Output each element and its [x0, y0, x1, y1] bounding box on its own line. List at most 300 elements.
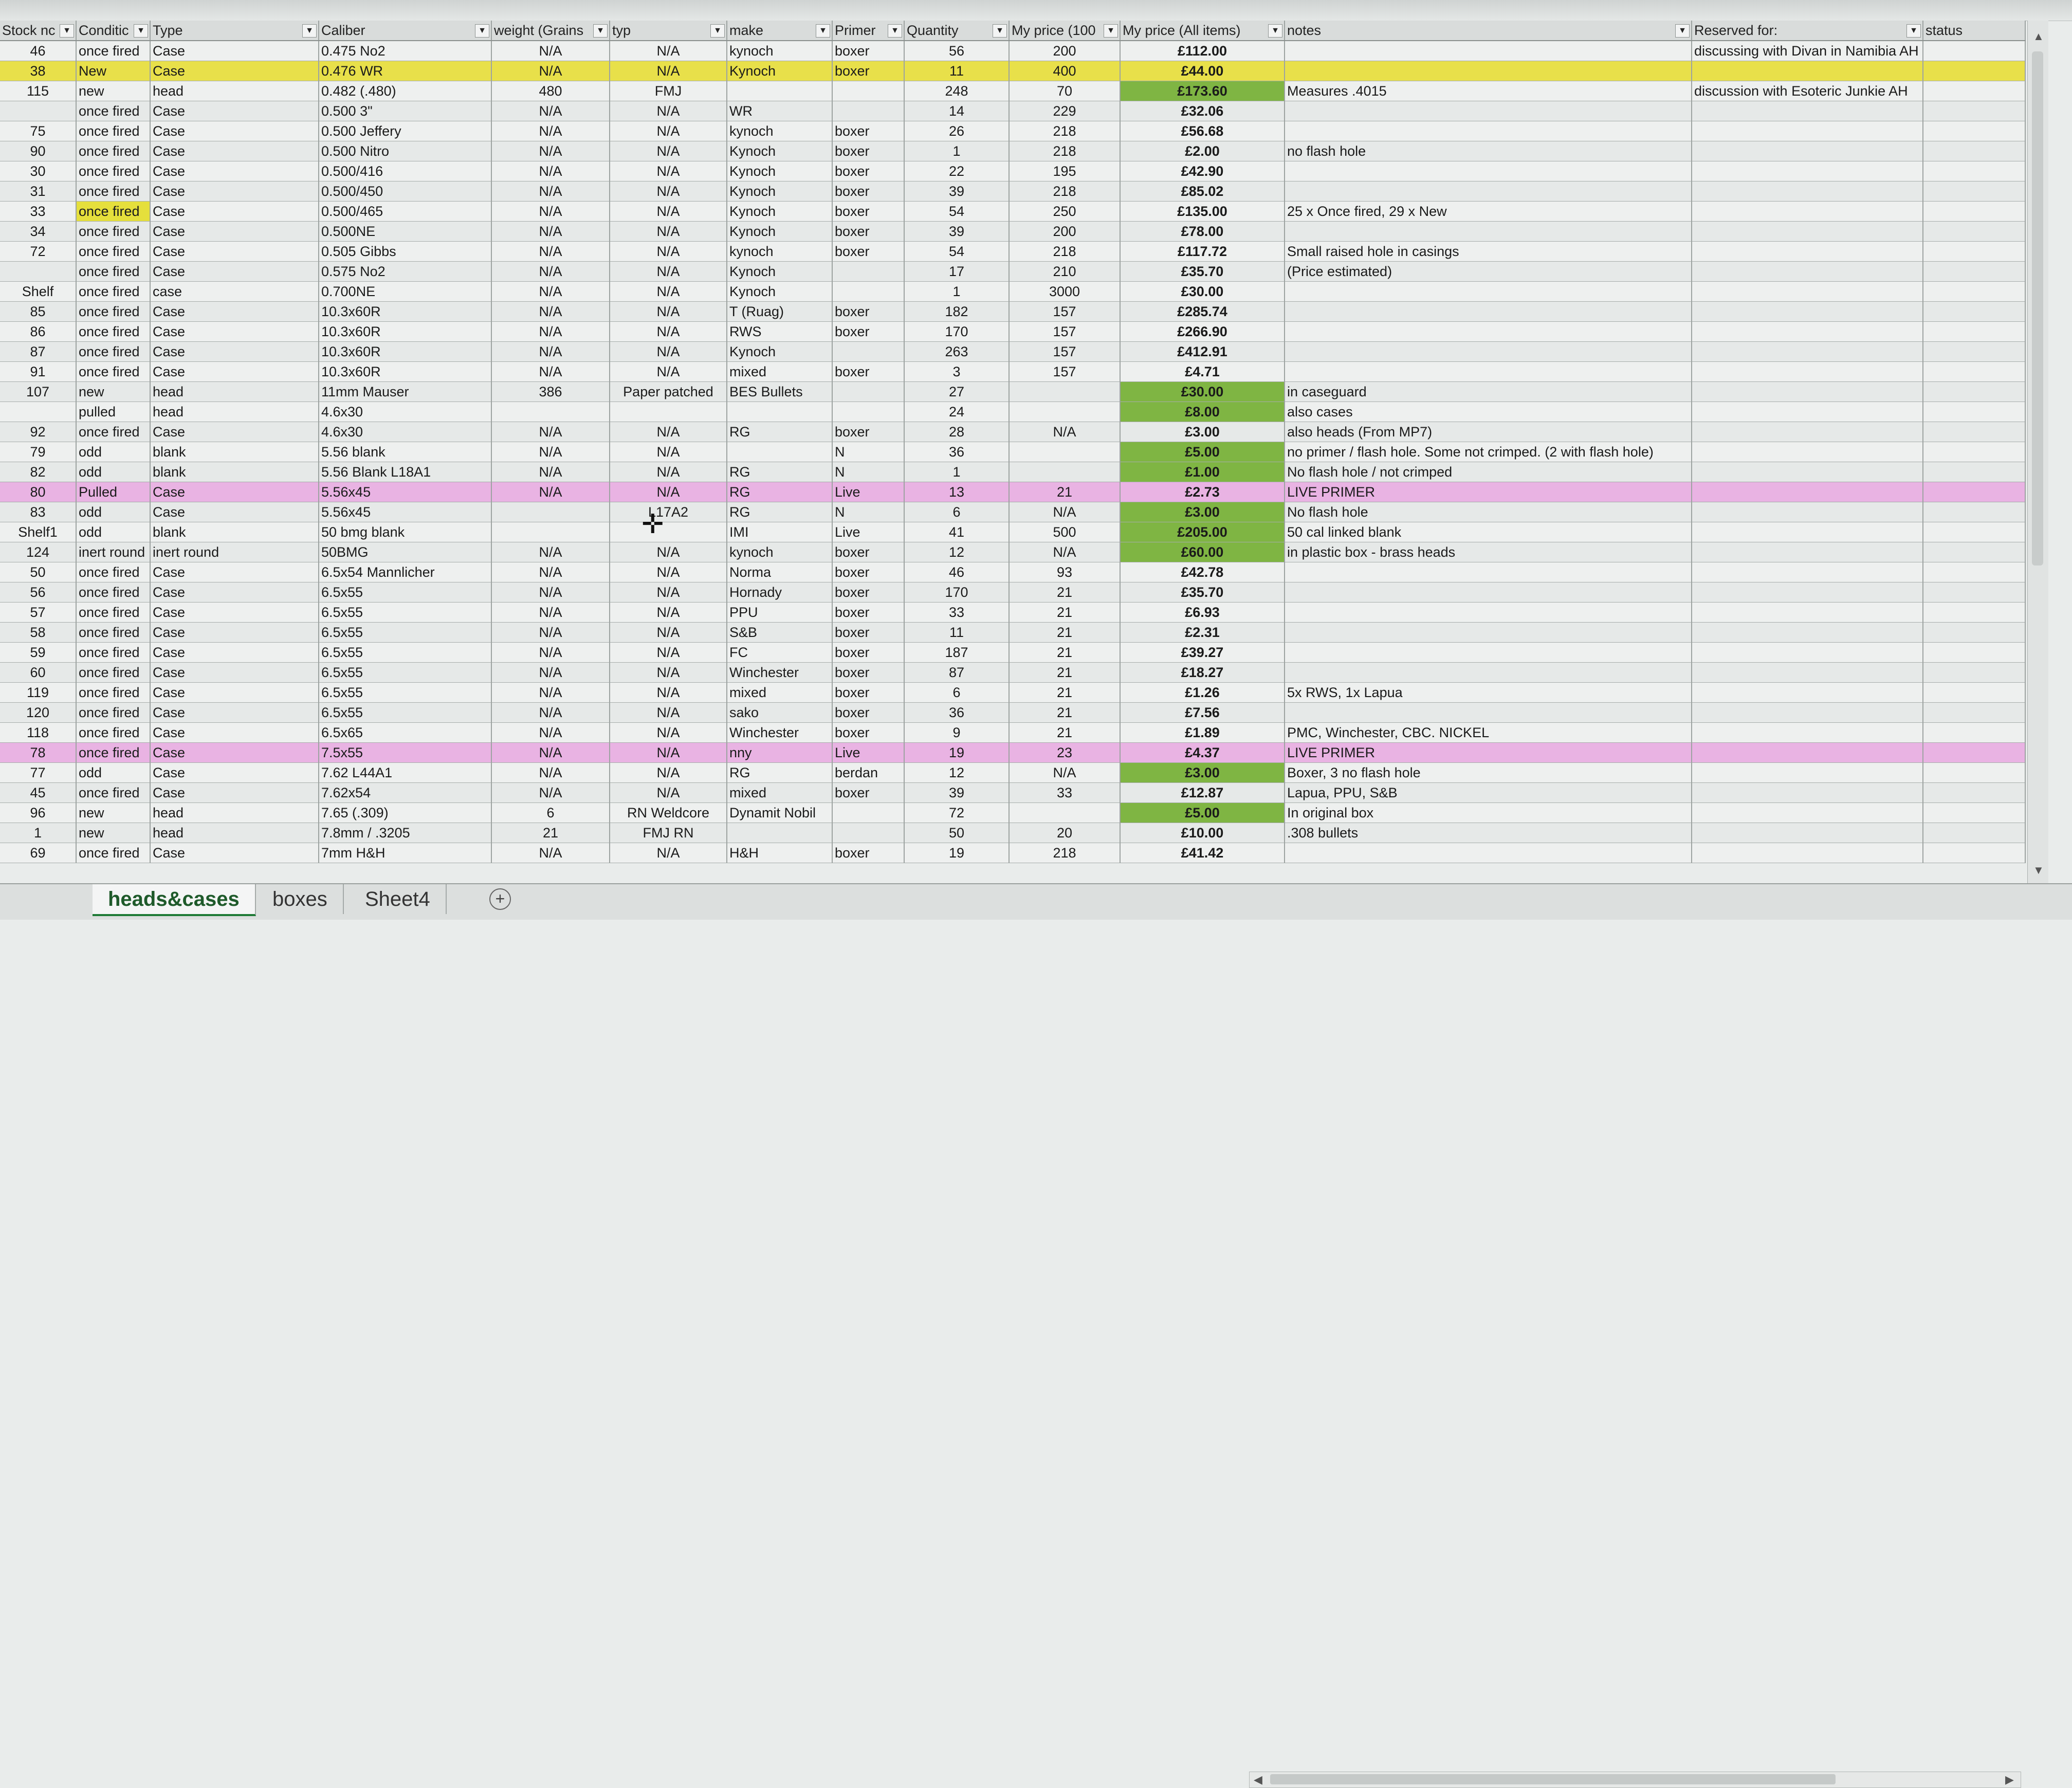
cell-price-all[interactable]: £2.31: [1120, 623, 1285, 643]
cell-condition[interactable]: new: [76, 823, 150, 843]
cell-status[interactable]: [1923, 181, 2025, 202]
cell-weight[interactable]: [491, 402, 610, 422]
cell-stock[interactable]: 45: [0, 783, 76, 803]
cell-quantity[interactable]: 12: [904, 763, 1009, 783]
cell-stock[interactable]: 57: [0, 603, 76, 623]
cell-quantity[interactable]: 39: [904, 181, 1009, 202]
cell-notes[interactable]: in plastic box - brass heads: [1285, 542, 1692, 562]
cell-quantity[interactable]: 14: [904, 101, 1009, 121]
cell-typ[interactable]: N/A: [610, 282, 727, 302]
cell-make[interactable]: [727, 823, 832, 843]
cell-make[interactable]: Kynoch: [727, 222, 832, 242]
cell-make[interactable]: Kynoch: [727, 141, 832, 161]
cell-type[interactable]: inert round: [150, 542, 319, 562]
cell-notes[interactable]: [1285, 623, 1692, 643]
cell-make[interactable]: Kynoch: [727, 161, 832, 181]
cell-notes[interactable]: [1285, 703, 1692, 723]
cell-quantity[interactable]: 182: [904, 302, 1009, 322]
cell-notes[interactable]: [1285, 222, 1692, 242]
cell-reserved[interactable]: [1692, 282, 1923, 302]
cell-typ[interactable]: N/A: [610, 322, 727, 342]
cell-typ[interactable]: N/A: [610, 442, 727, 462]
cell-stock[interactable]: 69: [0, 843, 76, 863]
cell-stock[interactable]: 120: [0, 703, 76, 723]
cell-status[interactable]: [1923, 81, 2025, 101]
cell-price-all[interactable]: £1.26: [1120, 683, 1285, 703]
cell-status[interactable]: [1923, 222, 2025, 242]
cell-make[interactable]: Kynoch: [727, 61, 832, 81]
cell-weight[interactable]: N/A: [491, 603, 610, 623]
cell-status[interactable]: [1923, 823, 2025, 843]
cell-stock[interactable]: 75: [0, 121, 76, 141]
cell-weight[interactable]: N/A: [491, 582, 610, 603]
cell-price-100[interactable]: 218: [1009, 181, 1120, 202]
cell-caliber[interactable]: 0.475 No2: [319, 41, 491, 61]
cell-quantity[interactable]: 11: [904, 623, 1009, 643]
cell-stock[interactable]: 59: [0, 643, 76, 663]
cell-quantity[interactable]: 12: [904, 542, 1009, 562]
cell-status[interactable]: [1923, 402, 2025, 422]
cell-caliber[interactable]: 5.56 Blank L18A1: [319, 462, 491, 482]
cell-weight[interactable]: N/A: [491, 703, 610, 723]
cell-primer[interactable]: boxer: [832, 422, 904, 442]
cell-reserved[interactable]: [1692, 61, 1923, 81]
cell-quantity[interactable]: 22: [904, 161, 1009, 181]
cell-typ[interactable]: [610, 402, 727, 422]
cell-weight[interactable]: 386: [491, 382, 610, 402]
cell-primer[interactable]: [832, 823, 904, 843]
cell-condition[interactable]: once fired: [76, 101, 150, 121]
cell-weight[interactable]: N/A: [491, 442, 610, 462]
cell-stock[interactable]: 119: [0, 683, 76, 703]
cell-primer[interactable]: [832, 101, 904, 121]
cell-weight[interactable]: N/A: [491, 101, 610, 121]
cell-primer[interactable]: N: [832, 462, 904, 482]
cell-status[interactable]: [1923, 442, 2025, 462]
cell-status[interactable]: [1923, 623, 2025, 643]
cell-caliber[interactable]: 10.3x60R: [319, 302, 491, 322]
cell-weight[interactable]: N/A: [491, 743, 610, 763]
cell-type[interactable]: Case: [150, 663, 319, 683]
cell-condition[interactable]: once fired: [76, 302, 150, 322]
cell-reserved[interactable]: [1692, 362, 1923, 382]
cell-type[interactable]: Case: [150, 482, 319, 502]
column-header-weight[interactable]: [491, 21, 610, 41]
cell-stock[interactable]: 58: [0, 623, 76, 643]
cell-notes[interactable]: [1285, 322, 1692, 342]
cell-weight[interactable]: N/A: [491, 202, 610, 222]
cell-make[interactable]: Dynamit Nobil: [727, 803, 832, 823]
cell-condition[interactable]: pulled: [76, 402, 150, 422]
cell-reserved[interactable]: discussion with Esoteric Junkie AH: [1692, 81, 1923, 101]
cell-typ[interactable]: N/A: [610, 422, 727, 442]
cell-status[interactable]: [1923, 382, 2025, 402]
cell-price-100[interactable]: [1009, 442, 1120, 462]
scroll-up-icon[interactable]: ▲: [2033, 30, 2044, 43]
cell-stock[interactable]: 83: [0, 502, 76, 522]
cell-typ[interactable]: FMJ: [610, 81, 727, 101]
cell-notes[interactable]: No flash hole: [1285, 502, 1692, 522]
cell-notes[interactable]: Measures .4015: [1285, 81, 1692, 101]
cell-condition[interactable]: once fired: [76, 41, 150, 61]
cell-price-all[interactable]: £5.00: [1120, 803, 1285, 823]
tab-sheet4[interactable]: Sheet4: [350, 884, 447, 914]
cell-stock[interactable]: Shelf1: [0, 522, 76, 542]
cell-stock[interactable]: 1: [0, 823, 76, 843]
cell-weight[interactable]: N/A: [491, 161, 610, 181]
cell-price-all[interactable]: £30.00: [1120, 382, 1285, 402]
cell-quantity[interactable]: 27: [904, 382, 1009, 402]
cell-notes[interactable]: [1285, 302, 1692, 322]
cell-reserved[interactable]: [1692, 763, 1923, 783]
cell-condition[interactable]: new: [76, 81, 150, 101]
cell-typ[interactable]: RN Weldcore: [610, 803, 727, 823]
column-header-type[interactable]: [150, 21, 319, 41]
cell-typ[interactable]: N/A: [610, 683, 727, 703]
cell-typ[interactable]: N/A: [610, 141, 727, 161]
cell-type[interactable]: Case: [150, 703, 319, 723]
cell-caliber[interactable]: 0.500 Nitro: [319, 141, 491, 161]
cell-notes[interactable]: (Price estimated): [1285, 262, 1692, 282]
cell-condition[interactable]: once fired: [76, 683, 150, 703]
cell-primer[interactable]: boxer: [832, 623, 904, 643]
cell-primer[interactable]: [832, 342, 904, 362]
column-header-price-all[interactable]: [1120, 21, 1285, 41]
cell-typ[interactable]: N/A: [610, 723, 727, 743]
cell-notes[interactable]: also cases: [1285, 402, 1692, 422]
cell-caliber[interactable]: 6.5x54 Mannlicher: [319, 562, 491, 582]
cell-typ[interactable]: N/A: [610, 663, 727, 683]
cell-notes[interactable]: [1285, 41, 1692, 61]
cell-reserved[interactable]: [1692, 181, 1923, 202]
cell-price-all[interactable]: £4.71: [1120, 362, 1285, 382]
cell-caliber[interactable]: 10.3x60R: [319, 322, 491, 342]
cell-typ[interactable]: N/A: [610, 121, 727, 141]
cell-primer[interactable]: boxer: [832, 643, 904, 663]
cell-notes[interactable]: No flash hole / not crimped: [1285, 462, 1692, 482]
cell-make[interactable]: Norma: [727, 562, 832, 582]
cell-weight[interactable]: N/A: [491, 262, 610, 282]
cell-weight[interactable]: N/A: [491, 322, 610, 342]
column-header-quantity[interactable]: [904, 21, 1009, 41]
cell-notes[interactable]: LIVE PRIMER: [1285, 482, 1692, 502]
cell-quantity[interactable]: 50: [904, 823, 1009, 843]
cell-condition[interactable]: once fired: [76, 623, 150, 643]
cell-price-100[interactable]: 3000: [1009, 282, 1120, 302]
cell-stock[interactable]: [0, 101, 76, 121]
cell-type[interactable]: head: [150, 382, 319, 402]
cell-typ[interactable]: N/A: [610, 302, 727, 322]
cell-notes[interactable]: [1285, 663, 1692, 683]
cell-weight[interactable]: N/A: [491, 623, 610, 643]
column-header-make[interactable]: [727, 21, 832, 41]
cell-primer[interactable]: boxer: [832, 141, 904, 161]
cell-make[interactable]: sako: [727, 703, 832, 723]
cell-weight[interactable]: N/A: [491, 562, 610, 582]
cell-condition[interactable]: new: [76, 382, 150, 402]
cell-reserved[interactable]: [1692, 663, 1923, 683]
cell-reserved[interactable]: [1692, 502, 1923, 522]
cell-type[interactable]: Case: [150, 582, 319, 603]
cell-stock[interactable]: 72: [0, 242, 76, 262]
cell-type[interactable]: head: [150, 803, 319, 823]
cell-stock[interactable]: 60: [0, 663, 76, 683]
cell-price-all[interactable]: £112.00: [1120, 41, 1285, 61]
filter-dropdown-icon[interactable]: ▼: [993, 24, 1007, 38]
cell-type[interactable]: blank: [150, 462, 319, 482]
cell-caliber[interactable]: 7.5x55: [319, 743, 491, 763]
cell-typ[interactable]: N/A: [610, 262, 727, 282]
cell-type[interactable]: Case: [150, 603, 319, 623]
cell-typ[interactable]: N/A: [610, 101, 727, 121]
cell-status[interactable]: [1923, 101, 2025, 121]
cell-notes[interactable]: no flash hole: [1285, 141, 1692, 161]
cell-reserved[interactable]: [1692, 342, 1923, 362]
cell-stock[interactable]: 77: [0, 763, 76, 783]
cell-caliber[interactable]: 0.482 (.480): [319, 81, 491, 101]
cell-price-all[interactable]: £4.37: [1120, 743, 1285, 763]
cell-quantity[interactable]: 6: [904, 502, 1009, 522]
cell-condition[interactable]: odd: [76, 502, 150, 522]
filter-dropdown-icon[interactable]: ▼: [134, 24, 148, 38]
cell-type[interactable]: Case: [150, 342, 319, 362]
column-header-stock[interactable]: [0, 21, 76, 41]
cell-quantity[interactable]: 26: [904, 121, 1009, 141]
cell-stock[interactable]: 38: [0, 61, 76, 81]
cell-price-100[interactable]: 218: [1009, 121, 1120, 141]
cell-caliber[interactable]: 0.500 3": [319, 101, 491, 121]
cell-make[interactable]: Kynoch: [727, 282, 832, 302]
cell-primer[interactable]: [832, 402, 904, 422]
cell-status[interactable]: [1923, 422, 2025, 442]
cell-condition[interactable]: once fired: [76, 663, 150, 683]
cell-typ[interactable]: N/A: [610, 603, 727, 623]
cell-typ[interactable]: N/A: [610, 703, 727, 723]
cell-status[interactable]: [1923, 41, 2025, 61]
cell-condition[interactable]: once fired: [76, 322, 150, 342]
cell-condition[interactable]: once fired: [76, 723, 150, 743]
cell-quantity[interactable]: 13: [904, 482, 1009, 502]
cell-caliber[interactable]: 5.56x45: [319, 502, 491, 522]
cell-price-100[interactable]: 21: [1009, 683, 1120, 703]
cell-price-100[interactable]: 93: [1009, 562, 1120, 582]
cell-status[interactable]: [1923, 141, 2025, 161]
cell-typ[interactable]: N/A: [610, 181, 727, 202]
cell-price-all[interactable]: £285.74: [1120, 302, 1285, 322]
cell-reserved[interactable]: [1692, 683, 1923, 703]
cell-type[interactable]: Case: [150, 161, 319, 181]
cell-reserved[interactable]: [1692, 422, 1923, 442]
cell-price-100[interactable]: 195: [1009, 161, 1120, 181]
cell-price-100[interactable]: [1009, 382, 1120, 402]
cell-reserved[interactable]: [1692, 743, 1923, 763]
cell-price-100[interactable]: 23: [1009, 743, 1120, 763]
cell-reserved[interactable]: [1692, 141, 1923, 161]
cell-price-all[interactable]: £2.73: [1120, 482, 1285, 502]
cell-primer[interactable]: boxer: [832, 202, 904, 222]
cell-stock[interactable]: 86: [0, 322, 76, 342]
column-header-notes[interactable]: [1285, 21, 1692, 41]
cell-status[interactable]: [1923, 803, 2025, 823]
cell-status[interactable]: [1923, 482, 2025, 502]
cell-status[interactable]: [1923, 121, 2025, 141]
cell-notes[interactable]: [1285, 582, 1692, 603]
cell-type[interactable]: Case: [150, 562, 319, 582]
cell-weight[interactable]: N/A: [491, 843, 610, 863]
cell-reserved[interactable]: [1692, 542, 1923, 562]
cell-status[interactable]: [1923, 302, 2025, 322]
cell-caliber[interactable]: 11mm Mauser: [319, 382, 491, 402]
cell-type[interactable]: Case: [150, 783, 319, 803]
cell-status[interactable]: [1923, 161, 2025, 181]
cell-reserved[interactable]: [1692, 783, 1923, 803]
cell-stock[interactable]: 107: [0, 382, 76, 402]
cell-stock[interactable]: 87: [0, 342, 76, 362]
cell-primer[interactable]: [832, 803, 904, 823]
cell-weight[interactable]: N/A: [491, 242, 610, 262]
cell-make[interactable]: Winchester: [727, 663, 832, 683]
cell-reserved[interactable]: [1692, 843, 1923, 863]
cell-condition[interactable]: inert round: [76, 542, 150, 562]
cell-reserved[interactable]: [1692, 322, 1923, 342]
cell-type[interactable]: Case: [150, 723, 319, 743]
cell-primer[interactable]: boxer: [832, 783, 904, 803]
cell-reserved[interactable]: [1692, 462, 1923, 482]
cell-condition[interactable]: once fired: [76, 181, 150, 202]
cell-primer[interactable]: boxer: [832, 242, 904, 262]
cell-weight[interactable]: 6: [491, 803, 610, 823]
filter-dropdown-icon[interactable]: ▼: [475, 24, 489, 38]
vertical-scrollbar[interactable]: [2027, 21, 2048, 883]
cell-notes[interactable]: [1285, 603, 1692, 623]
cell-price-100[interactable]: 21: [1009, 623, 1120, 643]
cell-caliber[interactable]: 6.5x55: [319, 663, 491, 683]
horizontal-scroll-thumb[interactable]: [1270, 1774, 1836, 1784]
cell-typ[interactable]: N/A: [610, 643, 727, 663]
cell-type[interactable]: Case: [150, 101, 319, 121]
cell-stock[interactable]: 46: [0, 41, 76, 61]
column-header-typ[interactable]: [610, 21, 727, 41]
cell-make[interactable]: Kynoch: [727, 181, 832, 202]
cell-type[interactable]: Case: [150, 643, 319, 663]
cell-typ[interactable]: N/A: [610, 783, 727, 803]
cell-notes[interactable]: also heads (From MP7): [1285, 422, 1692, 442]
cell-reserved[interactable]: [1692, 302, 1923, 322]
cell-price-all[interactable]: £3.00: [1120, 502, 1285, 522]
filter-dropdown-icon[interactable]: ▼: [302, 24, 317, 38]
cell-quantity[interactable]: 39: [904, 222, 1009, 242]
cell-make[interactable]: IMI: [727, 522, 832, 542]
cell-notes[interactable]: .308 bullets: [1285, 823, 1692, 843]
cell-reserved[interactable]: [1692, 562, 1923, 582]
cell-status[interactable]: [1923, 542, 2025, 562]
cell-primer[interactable]: boxer: [832, 603, 904, 623]
cell-price-all[interactable]: £205.00: [1120, 522, 1285, 542]
cell-price-all[interactable]: £266.90: [1120, 322, 1285, 342]
cell-price-100[interactable]: [1009, 402, 1120, 422]
cell-notes[interactable]: [1285, 121, 1692, 141]
cell-typ[interactable]: N/A: [610, 161, 727, 181]
cell-condition[interactable]: once fired: [76, 603, 150, 623]
cell-status[interactable]: [1923, 61, 2025, 81]
filter-dropdown-icon[interactable]: ▼: [60, 24, 74, 38]
cell-caliber[interactable]: 0.500 Jeffery: [319, 121, 491, 141]
cell-quantity[interactable]: 28: [904, 422, 1009, 442]
cell-status[interactable]: [1923, 582, 2025, 603]
horizontal-scrollbar[interactable]: [1249, 1772, 2021, 1788]
cell-reserved[interactable]: [1692, 101, 1923, 121]
cell-make[interactable]: RG: [727, 422, 832, 442]
cell-notes[interactable]: [1285, 282, 1692, 302]
cell-stock[interactable]: [0, 262, 76, 282]
cell-primer[interactable]: boxer: [832, 222, 904, 242]
cell-typ[interactable]: Paper patched: [610, 382, 727, 402]
cell-primer[interactable]: boxer: [832, 61, 904, 81]
cell-quantity[interactable]: 54: [904, 202, 1009, 222]
cell-type[interactable]: Case: [150, 763, 319, 783]
cell-typ[interactable]: N/A: [610, 41, 727, 61]
cell-status[interactable]: [1923, 843, 2025, 863]
cell-typ[interactable]: N/A: [610, 623, 727, 643]
cell-typ[interactable]: N/A: [610, 743, 727, 763]
cell-primer[interactable]: boxer: [832, 302, 904, 322]
add-sheet-icon[interactable]: +: [489, 888, 511, 910]
cell-quantity[interactable]: 36: [904, 442, 1009, 462]
cell-price-100[interactable]: 500: [1009, 522, 1120, 542]
cell-type[interactable]: Case: [150, 141, 319, 161]
cell-stock[interactable]: 91: [0, 362, 76, 382]
cell-notes[interactable]: Lapua, PPU, S&B: [1285, 783, 1692, 803]
cell-make[interactable]: T (Ruag): [727, 302, 832, 322]
cell-price-100[interactable]: 21: [1009, 643, 1120, 663]
cell-typ[interactable]: N/A: [610, 542, 727, 562]
cell-price-100[interactable]: 21: [1009, 482, 1120, 502]
cell-price-100[interactable]: 157: [1009, 322, 1120, 342]
cell-weight[interactable]: N/A: [491, 643, 610, 663]
cell-condition[interactable]: once fired: [76, 362, 150, 382]
cell-condition[interactable]: odd: [76, 442, 150, 462]
cell-price-100[interactable]: 218: [1009, 141, 1120, 161]
cell-primer[interactable]: boxer: [832, 362, 904, 382]
cell-quantity[interactable]: 263: [904, 342, 1009, 362]
scroll-left-icon[interactable]: ◀: [1254, 1773, 1262, 1786]
cell-price-100[interactable]: 400: [1009, 61, 1120, 81]
cell-primer[interactable]: boxer: [832, 562, 904, 582]
column-header-status[interactable]: [1923, 21, 2025, 41]
cell-type[interactable]: Case: [150, 121, 319, 141]
cell-status[interactable]: [1923, 562, 2025, 582]
cell-condition[interactable]: once fired: [76, 582, 150, 603]
cell-primer[interactable]: boxer: [832, 843, 904, 863]
cell-notes[interactable]: [1285, 362, 1692, 382]
cell-reserved[interactable]: discussing with Divan in Namibia AH: [1692, 41, 1923, 61]
cell-price-100[interactable]: 20: [1009, 823, 1120, 843]
cell-status[interactable]: [1923, 322, 2025, 342]
cell-quantity[interactable]: 36: [904, 703, 1009, 723]
cell-type[interactable]: Case: [150, 242, 319, 262]
cell-condition[interactable]: New: [76, 61, 150, 81]
cell-quantity[interactable]: 41: [904, 522, 1009, 542]
cell-price-all[interactable]: £78.00: [1120, 222, 1285, 242]
cell-type[interactable]: Case: [150, 683, 319, 703]
cell-type[interactable]: Case: [150, 362, 319, 382]
cell-quantity[interactable]: 39: [904, 783, 1009, 803]
cell-reserved[interactable]: [1692, 803, 1923, 823]
cell-condition[interactable]: new: [76, 803, 150, 823]
cell-price-all[interactable]: £1.00: [1120, 462, 1285, 482]
cell-price-all[interactable]: £8.00: [1120, 402, 1285, 422]
cell-primer[interactable]: boxer: [832, 41, 904, 61]
